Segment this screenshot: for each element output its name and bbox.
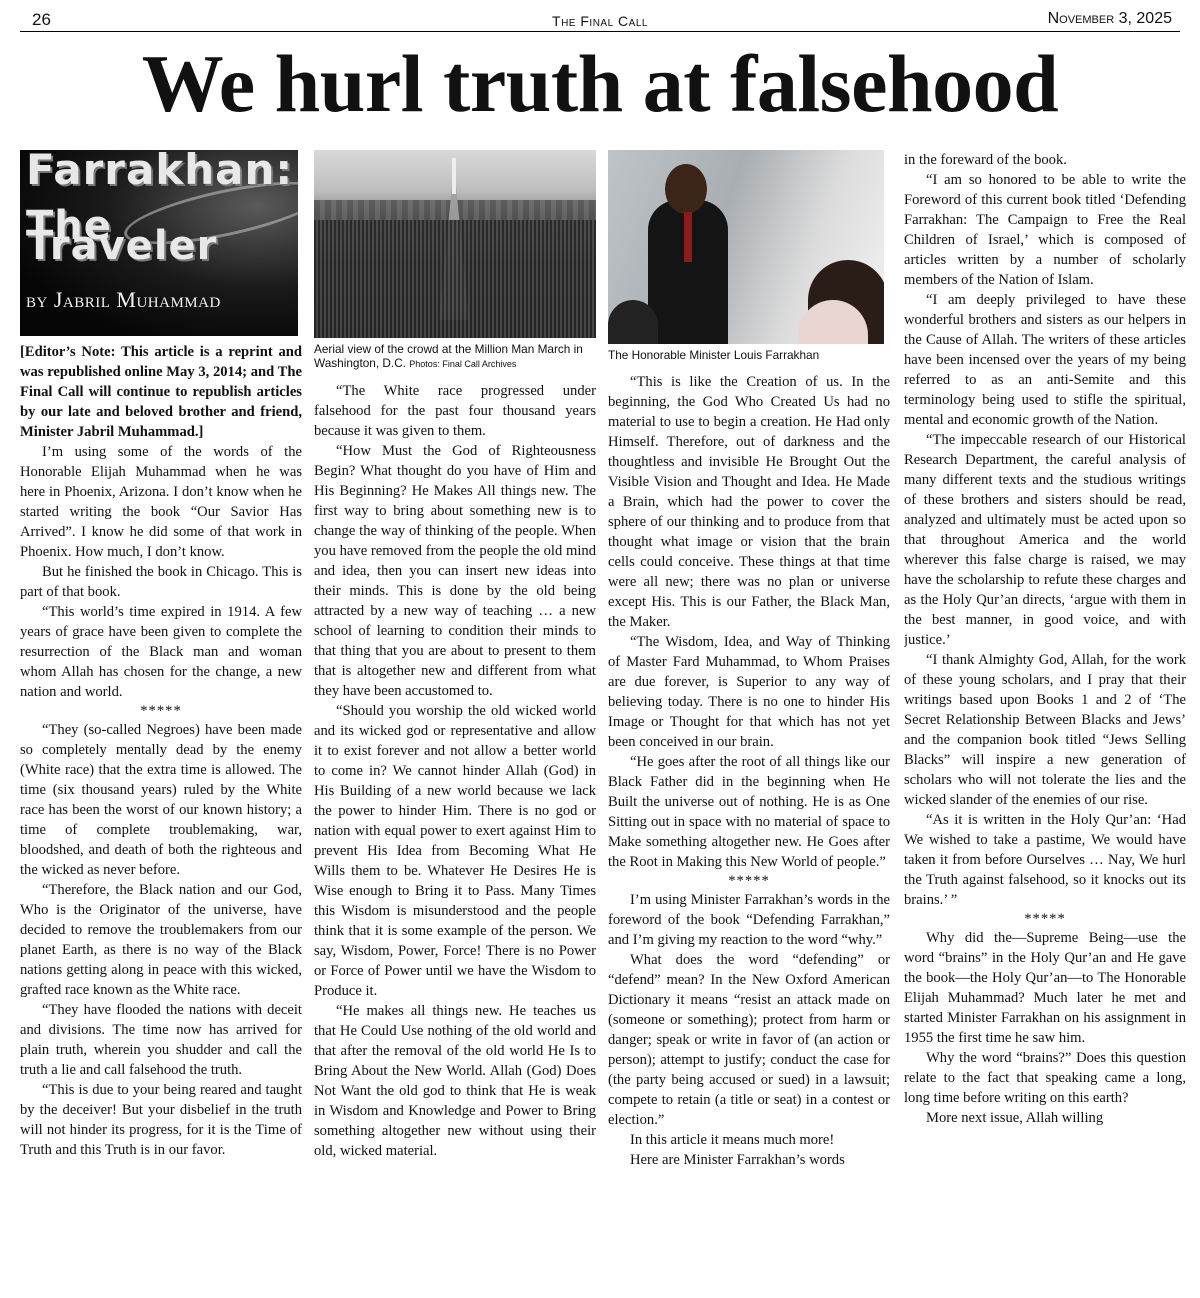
million-man-march-photo [314,150,596,338]
paragraph: In this article it means much more! [630,1132,835,1148]
paragraph: “This is like the Creation of us. In the beginning, the God Who Created Us had no material to use to begin a creation. He Had only Himself. Therefore, out of darkness and the thoughtless and invisible He Brought Out the Visible Vision and Thought and Idea. He Made a Brain, which had the power to cover the sphere of our thinking and to produce from that thought what image or vision that the brain cells could conceive. These things at that time were all new; there was no plan or universe except His. This is our Father, the Black Man, the Maker. [608,374,890,630]
banner-byline: by Jabril Muhammad [26,287,221,312]
photo1-caption [314,342,596,371]
paragraph: Why the word “brains?” Does this question relate to the fact that speaking came a long, long time before writing on this earth? [904,1050,1186,1106]
banner-title-line2: The Traveler [26,203,218,269]
header-rule [20,31,1180,32]
column-banner [20,150,298,336]
paragraph: “They have flooded the nations with deceit and divisions. The time now has arrived for plain truth, wherein you shudder and call the truth a lie and call falsehood the truth. [20,1002,302,1078]
photo-figure-head [665,164,707,214]
column-4 [904,150,1186,1290]
paragraph: “How Must the God of Righteousness Begin? What thought do you have of Him and His Beginning? He Makes All things new. The first way to bring about something new is to change the way of thinking of the people. When you have removed from the people the old mind and idea, then you can insert new ideas into their minds. This is done by the old being attracted by a new way of teaching … a new school of learning to condition their minds to that thing that you are about to present to them that is altogether new and different from what they have been accustomed to. [314,443,596,699]
paragraph: “I am deeply privileged to have these wonderful brothers and sisters as our helpers in the Cause of Allah. The writers of these articles have been incensed over the years of my being referred to as an anti-Semite and this terminology being used to stifle the spiritual, mental and economic growth of the Nation. [904,292,1186,428]
photo1-caption-text: Aerial view of the crowd at the Million Man March in Washington, D.C. [314,342,583,370]
paragraph: “Should you worship the old wicked world and its wicked god or representative and allow it to exist forever and not allow a better world to come in? We cannot hinder Allah (God) in His Building of a new world because we lack the power to hinder Him. There is no god or nation with equal power to exert against Him to prevent His Idea from Becoming What He Wills them to be. Whatever He Desires He is Wise enough to Bring it to Pass. Many Times this Wisdom is misunderstood and the people think that it is some example of the person. We say, Wisdom, Power, Force! There is no Power or Force of Power until we have the Wisdom to Produce it. [314,703,596,999]
paragraph: Here are Minister Farrakhan’s words [630,1152,845,1168]
paragraph: “This world’s time expired in 1914. A few years of grace have been given to complete the resurrection of the Black man and woman whom Allah has chosen for the change, a new nation and world. [20,604,302,700]
issue-date: November 3, 2025 [1047,10,1172,27]
section-separator: ***** [1024,911,1066,927]
paragraph: What does the word “defending” or “defend” mean? In the New Oxford American Dictionary it means “resist an attack made on (someone or something); protect from harm or danger; speak or write in favor of (an action or person); attempt to justify; conduct the case for (the party being accused or sued) in a lawsuit; compete to retain (a title or seat) in a contest or election.” [608,952,890,1128]
editors-note: [Editor’s Note: This article is a reprint and was republished online May 3, 2014; and The Final Call will continue to republish articles by our late and beloved brother and friend, Minister Jabril Muhammad.] [20,344,302,440]
photo-monument [452,158,456,194]
banner-title-line1: Farrakhan: [26,150,294,194]
paragraph: “He makes all things new. He teaches us that He Could Use nothing of the old world and that after the removal of the old world He Is to Bring About the New World. Allah (God) Does Not Want the old god to think that He is weak in Wisdom and Knowledge and Power to Bring something altogether new without using their old, wicked material. [314,1003,596,1159]
paragraph: “I thank Almighty God, Allah, for the work of these young scholars, and I pray that their writings based upon Books 1 and 2 of ‘The Secret Relationship Between Blacks and Jews’ and the companion book titled “Jews Selling Blacks” will inspire a new generation of scholars who will not tolerate the lies and the wicked slander of the enemies of our rise. [904,652,1186,808]
paragraph: “Therefore, the Black nation and our God, Who is the Originator of the universe, have decided to remove the troublemakers from our planet Earth, as there is no way of the Black nations getting along in peace with this wicked, grafted race known as the White race. [20,882,302,998]
paragraph: I’m using some of the words of the Honorable Elijah Muhammad when he was here in Phoenix, Arizona. I don’t know when he started writing the book “Our Savior Has Arrived”. I know he did some of that work in Phoenix. How much, I don’t know. [20,444,302,560]
publication-name: The Final Call [552,13,648,29]
paragraph: More next issue, Allah willing [926,1110,1104,1126]
paragraph: “The White race progressed under falsehood for the past four thousand years because it was given to them. [314,383,596,439]
paragraph: “The Wisdom, Idea, and Way of Thinking of Master Fard Muhammad, to Whom Praises are due forever, is Superior to any way of believing today. There is no one to hinder His Image or Thought for that which has not yet been conceived in our brain. [608,634,890,750]
paragraph: Why did the—Supreme Being—use the word “brains” in the Holy Qur’an and He gave the book—the Holy Qur’an—to The Honorable Elijah Muhammad? Much later he met and started Minister Farrakhan on his assignment in 1955 the first time he saw him. [904,930,1186,1046]
photo-credit: Photos: Final Call Archives [409,359,517,369]
photo-crowd [314,220,596,338]
paragraph: “They (so-called Negroes) have been made so completely mentally dead by the enemy (White race) that the extra time is allowed. The time (six thousand years) ruled by the White race has been the worst of our known history; a time of complete troublemaking, war, bloodshed, and death of both the righteous and the wicked as never before. [20,722,302,878]
column-3 [608,150,890,1290]
photo-background-person [608,300,658,344]
paragraph: But he finished the book in Chicago. This is part of that book. [20,564,302,600]
paragraph: “He goes after the root of all things like our Black Father did in the beginning when He Built the universe out of nothing. He is as One Sitting out in space with no material of space to Make something altogether new. He Goes after the Root in Making this New World of people.” [608,754,890,870]
paragraph: I’m using Minister Farrakhan’s words in the foreword of the book “Defending Farrakhan,” and I’m giving my reaction to the word “why.” [608,892,890,948]
page-header [20,10,1180,32]
paragraph: “This is due to your being reared and taught by the deceiver! But your disbelief in the truth will not hinder its progress, for it is the Time of Truth and this Truth is in our favor. [20,1082,302,1158]
paragraph: “As it is written in the Holy Qur’an: ‘Had We wished to take a pastime, We would have taken it from before Ourselves … Nay, We hurl the Truth against falsehood, so it knocks out its brains.’ ” [904,812,1186,908]
paragraph: “The impeccable research of our Historical Research Department, the careful analysis of many different texts and the studious writings of these brothers and sisters should be read, analyzed and ultimately must be acted upon so that throughout America and the world wherever this false charge is raised, we may have the scholarship to refute these charges and as the Holy Qur’an directs, ‘argue with them in the best manner, in good voice, and with justice.’ [904,432,1186,648]
paragraph: “I am so honored to be able to write the Foreword of this current book titled ‘Defending Farrakhan: The Campaign to Free the Real Children of Israel,’ which is composed of articles written by a number of scholarly members of the Nation of Islam. [904,172,1186,288]
section-separator: ***** [728,873,770,889]
headline: We hurl truth at falsehood [141,38,1059,129]
photo2-caption: The Honorable Minister Louis Farrakhan [608,348,820,362]
page-number: 26 [32,10,51,29]
farrakhan-photo [608,150,884,344]
paragraph: in the foreward of the book. [904,152,1067,168]
photo-figure-tie [684,212,692,262]
column-2 [314,150,596,1290]
section-separator: ***** [140,703,182,719]
column-1 [20,150,302,1290]
